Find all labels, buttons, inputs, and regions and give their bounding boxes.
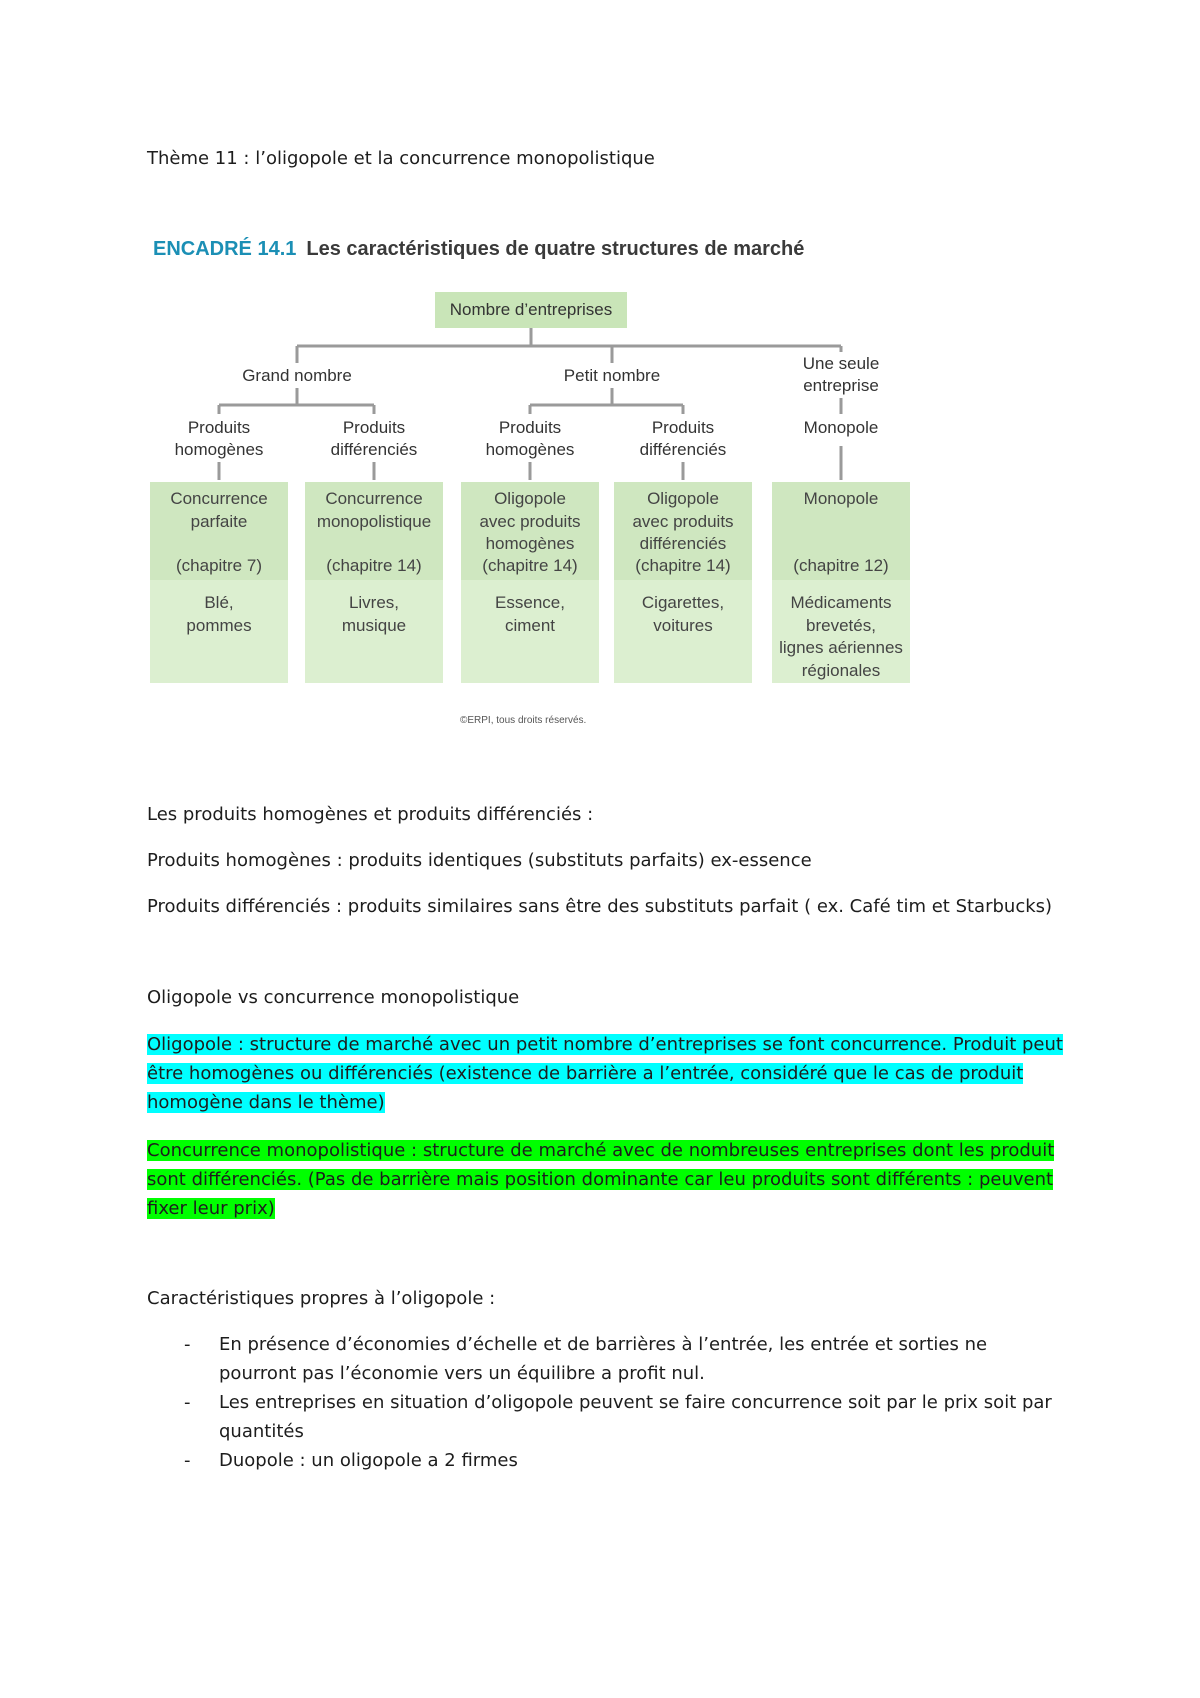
sub-label-3 <box>465 417 595 461</box>
page-title: Thème 11 : l’oligopole et la concurrence monopolistique <box>147 148 655 169</box>
column-examples-3 <box>461 592 599 637</box>
example-line: régionales <box>801 660 881 680</box>
example-line: Médicaments <box>790 593 892 612</box>
type-line: avec produits <box>632 511 734 531</box>
type-line: monopolistique <box>316 511 432 531</box>
list-item-text: Les entreprises en situation d’oligopole peuvent se faire concurrence soit par le prix soit par quantités <box>219 1392 1052 1442</box>
sub-label-line: différenciés <box>639 440 727 459</box>
list-item <box>147 1330 1067 1388</box>
example-line: voitures <box>653 615 713 635</box>
column-type-3 <box>461 488 599 556</box>
type-line: Monopole <box>803 489 879 508</box>
characteristics-list <box>147 1330 1067 1475</box>
example-line: Livres, <box>348 593 400 612</box>
section-heading-oligopole-vs: Oligopole vs concurrence monopolistique <box>147 987 520 1008</box>
group-une-seule-entreprise <box>776 353 906 397</box>
definition-oligopole <box>147 1030 1067 1117</box>
sub-label-line: Produits <box>187 418 251 437</box>
type-line: parfaite <box>190 511 248 531</box>
group-seule-line1: Une seule <box>802 354 880 373</box>
type-line: différenciés <box>639 534 727 553</box>
column-chapter-5: (chapitre 12) <box>793 556 889 575</box>
type-line: Concurrence <box>170 489 268 508</box>
highlight-concurrence: Concurrence monopolistique : structure de marché avec de nombreuses entreprises dont les produit sont différenciés. (Pas de barrière mais position dominante car leu produits sont différents : peuvent fixer leur prix) <box>147 1140 1055 1219</box>
column-type-1 <box>150 488 288 533</box>
figure-code: ENCADRÉ 14.1 <box>153 238 297 260</box>
list-item <box>147 1388 1067 1446</box>
column-type-5 <box>772 488 910 511</box>
type-line: Concurrence <box>325 489 423 508</box>
sub-label-line: Monopole <box>803 418 879 437</box>
bullet-dash: - <box>184 1392 191 1413</box>
column-chapter-1: (chapitre 7) <box>176 556 262 575</box>
definition-homogenes: Produits homogènes : produits identiques (substituts parfaits) ex-essence <box>147 850 812 871</box>
sub-label-1 <box>154 417 284 461</box>
column-chapter-3: (chapitre 14) <box>482 556 578 575</box>
sub-label-line: différenciés <box>330 440 418 459</box>
column-examples-5 <box>772 592 910 682</box>
group-petit-nombre: Petit nombre <box>563 366 661 385</box>
example-line: Essence, <box>495 593 565 612</box>
example-line: pommes <box>186 615 252 635</box>
example-line: Cigarettes, <box>641 593 725 612</box>
type-line: Oligopole <box>494 489 566 508</box>
bullet-dash: - <box>184 1334 191 1355</box>
column-examples-4 <box>614 592 752 637</box>
figure-title: Les caractéristiques de quatre structures de marché <box>306 238 805 260</box>
example-line: lignes aériennes <box>779 638 903 657</box>
root-box: Nombre d’entreprises <box>435 292 627 328</box>
column-examples-2 <box>305 592 443 637</box>
highlight-oligopole: Oligopole : structure de marché avec un petit nombre d’entreprises se font concurrence. Produit peut être homogènes ou différenciés (existence de barrière a l’entrée, considéré que le cas de produit homogène dans le thème) <box>147 1034 1063 1113</box>
group-seule-line2: entreprise <box>803 376 879 395</box>
sub-label-line: Produits <box>498 418 562 437</box>
sub-label-line: homogènes <box>485 440 575 459</box>
sub-label-5 <box>776 417 906 439</box>
column-examples-1 <box>150 592 288 637</box>
sub-label-2 <box>309 417 439 461</box>
list-item-text: En présence d’économies d’échelle et de barrières à l’entrée, les entrée et sorties ne pourront pas l’économie vers un équilibre a profit nul. <box>219 1334 988 1384</box>
example-line: musique <box>341 615 407 635</box>
type-line: avec produits <box>479 511 581 531</box>
column-type-4 <box>614 488 752 556</box>
sub-label-line: homogènes <box>174 440 264 459</box>
type-line: homogènes <box>485 534 575 553</box>
column-type-2 <box>305 488 443 533</box>
column-chapter-4: (chapitre 14) <box>635 556 731 575</box>
example-line: ciment <box>504 615 556 635</box>
list-item-text: Duopole : un oligopole a 2 firmes <box>219 1450 518 1471</box>
bullet-dash: - <box>184 1450 191 1471</box>
section-heading-caracteristiques: Caractéristiques propres à l’oligopole : <box>147 1288 496 1309</box>
sub-label-line: Produits <box>342 418 406 437</box>
definition-differencies: Produits différenciés : produits similaires sans être des substituts parfait ( ex. Café tim et Starbucks) <box>147 896 1053 917</box>
group-grand-nombre: Grand nombre <box>242 366 352 385</box>
market-structures-figure <box>150 238 910 738</box>
column-chapter-2: (chapitre 14) <box>326 556 422 575</box>
example-line: Blé, <box>204 593 234 612</box>
example-line: brevetés, <box>806 615 876 635</box>
list-item <box>147 1446 1067 1475</box>
sub-label-4 <box>618 417 748 461</box>
type-line: Oligopole <box>647 489 719 508</box>
section-heading-produits: Les produits homogènes et produits différenciés : <box>147 804 594 825</box>
figure-credit: ©ERPI, tous droits réservés. <box>460 715 587 726</box>
sub-label-line: Produits <box>651 418 715 437</box>
definition-concurrence-monopolistique <box>147 1136 1067 1223</box>
